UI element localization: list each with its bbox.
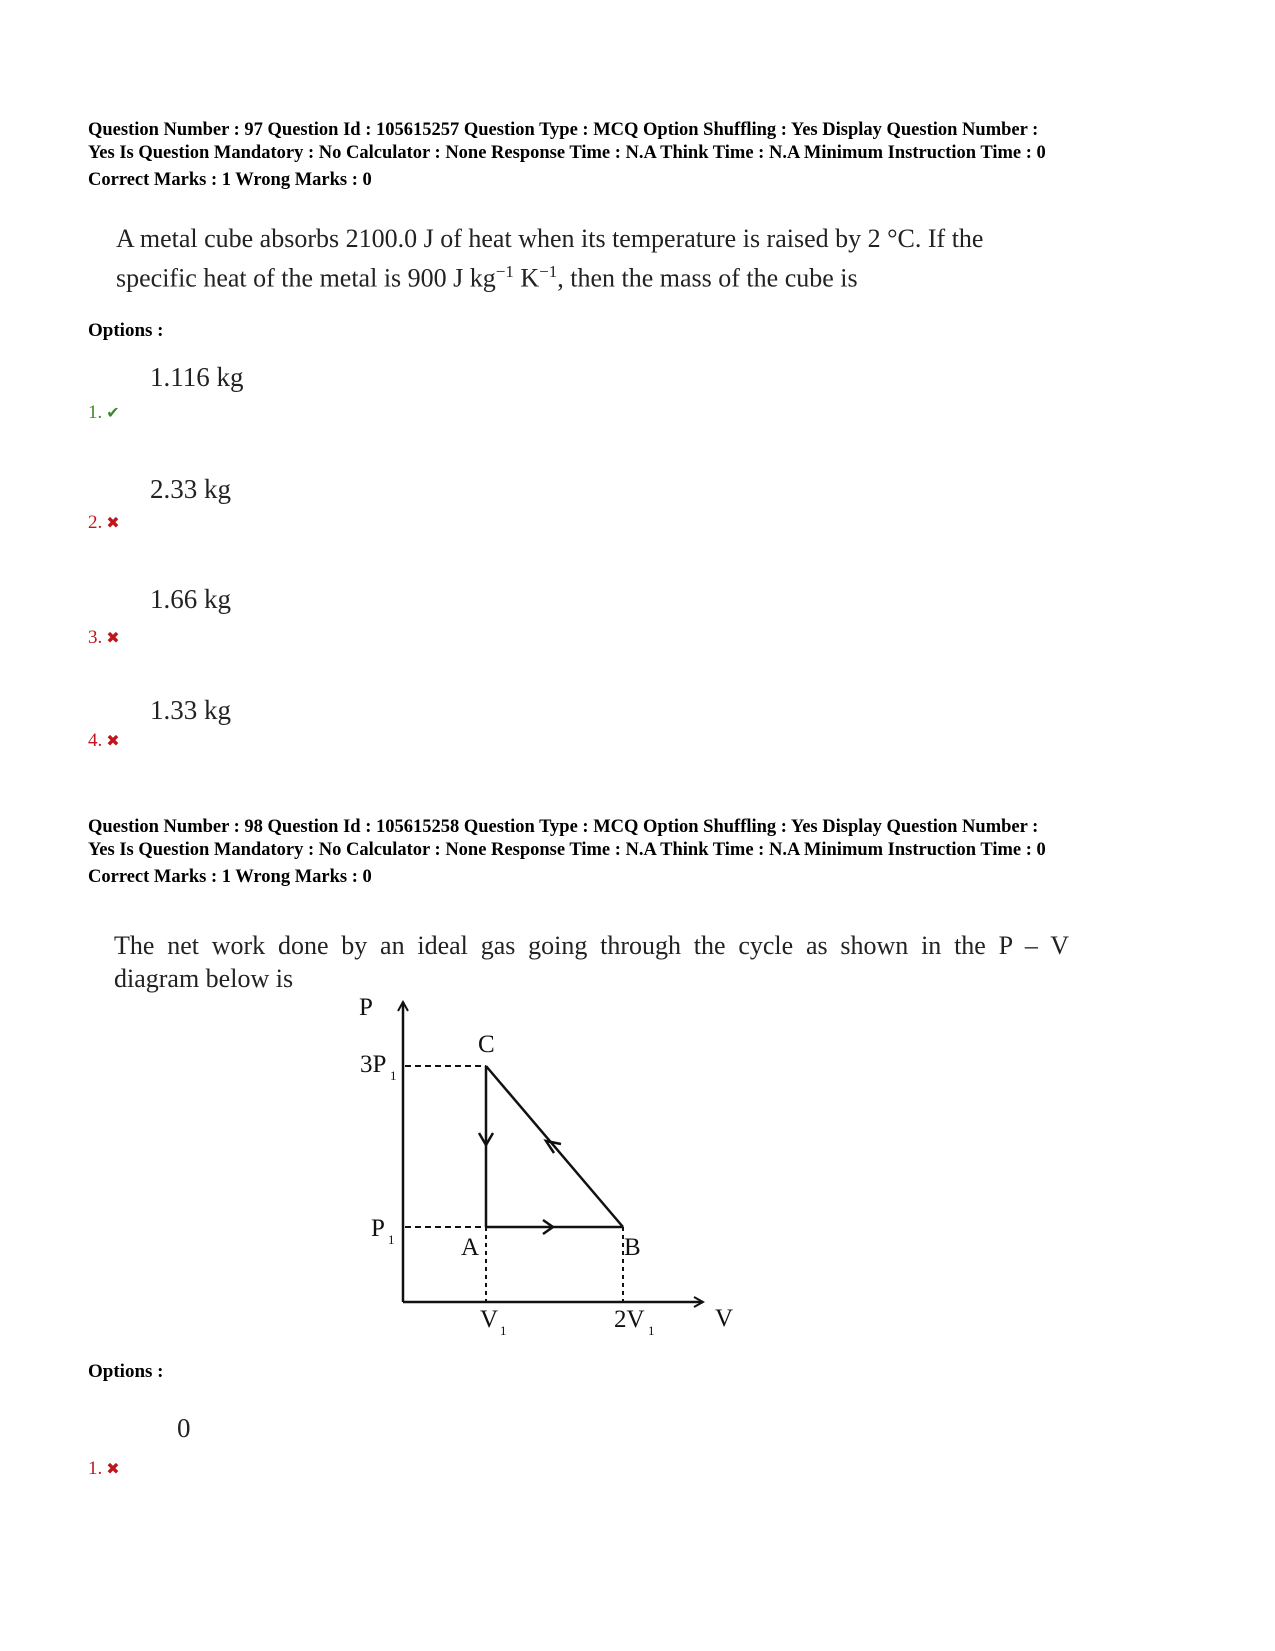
pv-diagram: [340, 990, 760, 1350]
question-line: specific heat of the metal is 900 J $kg^{-1}$ $K^{-1}$, then the mass of the cube is: [116, 262, 858, 293]
option-1-number: 1. ✖: [88, 1458, 120, 1479]
option-1-number: 1. ✔: [88, 402, 120, 423]
3p1-label: 3P: [360, 1051, 387, 1078]
marks-line: Correct Marks : 1 Wrong Marks : 0: [88, 867, 372, 887]
option-1-value[interactable]: 0: [177, 1413, 191, 1443]
options-label: Options :: [88, 1361, 164, 1382]
meta-line: Yes Is Question Mandatory : No Calculator : None Response Time : N.A Think Time : N.A Minimum Instruction Time : 0: [88, 143, 1046, 163]
option-2-number: 2. ✖: [88, 512, 120, 533]
subscript: 1: [388, 1232, 395, 1247]
subscript: 1: [500, 1323, 507, 1338]
question-line: diagram below is: [114, 964, 294, 993]
question-98-meta: [88, 816, 1198, 889]
marks-line: Correct Marks : 1 Wrong Marks : 0: [88, 170, 372, 190]
cross-icon: ✖: [106, 515, 120, 532]
option-2-value[interactable]: 2.33 kg: [150, 474, 231, 504]
question-97-meta: [88, 119, 1198, 192]
option-4-number: 4. ✖: [88, 730, 120, 751]
meta-line: Question Number : 98 Question Id : 105615258 Question Type : MCQ Option Shuffling : Yes Display Question Number :: [88, 817, 1039, 837]
question-98-text: [114, 929, 1069, 995]
subscript: 1: [648, 1323, 655, 1338]
v-axis-label: V: [715, 1305, 734, 1332]
cross-icon: ✖: [106, 630, 120, 647]
option-3-number: 3. ✖: [88, 627, 120, 648]
2v1-label: 2V: [614, 1306, 645, 1333]
question-line: A metal cube absorbs 2100.0 J of heat when its temperature is raised by 2 °C. If the: [116, 224, 984, 253]
p1-label: P: [371, 1215, 385, 1242]
question-97-text: [116, 222, 1071, 295]
meta-line: Yes Is Question Mandatory : No Calculator : None Response Time : N.A Think Time : N.A Minimum Instruction Time : 0: [88, 840, 1046, 860]
cross-icon: ✖: [106, 733, 120, 750]
option-1-value[interactable]: 1.116 kg: [150, 362, 244, 392]
point-b-label: B: [624, 1234, 641, 1261]
options-label: Options :: [88, 320, 164, 341]
question-line: The net work done by an ideal gas going through the cycle as shown in the P – V: [114, 931, 1069, 960]
v1-label: V: [480, 1306, 499, 1333]
check-icon: ✔: [106, 405, 120, 422]
meta-line: Question Number : 97 Question Id : 105615257 Question Type : MCQ Option Shuffling : Yes Display Question Number :: [88, 120, 1039, 140]
option-3-value[interactable]: 1.66 kg: [150, 584, 231, 614]
option-4-value[interactable]: 1.33 kg: [150, 695, 231, 725]
p-axis-label: P: [359, 994, 373, 1021]
subscript: 1: [390, 1068, 397, 1083]
cycle-path: [479, 1066, 623, 1234]
point-a-label: A: [461, 1234, 480, 1261]
cross-icon: ✖: [106, 1461, 120, 1478]
point-c-label: C: [478, 1031, 495, 1058]
guide-lines: [405, 1066, 623, 1302]
